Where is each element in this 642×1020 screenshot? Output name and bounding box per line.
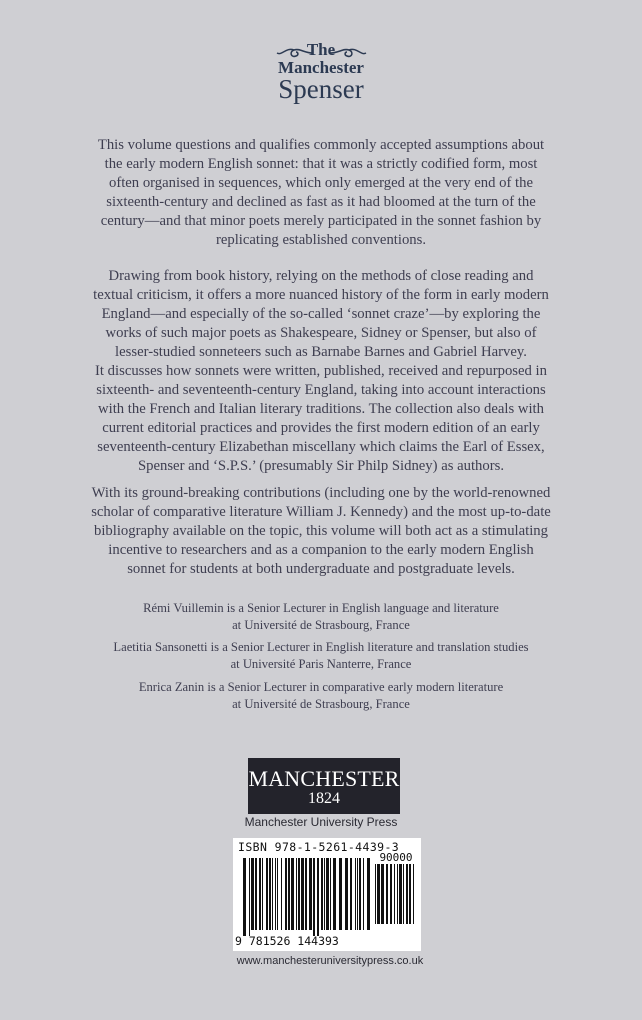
blurb-line: incentive to researchers and as a companion to the early modern English	[108, 542, 534, 558]
bio-line: at Université de Strasbourg, France	[232, 697, 410, 711]
blurb-line: bibliography available on the topic, this volume will both act as a stimulating	[93, 523, 548, 539]
blurb-line: works of such major poets as Shakespeare, Sidney or Spenser, but also of	[105, 325, 537, 341]
blurb-line: Drawing from book history, relying on the methods of close reading and	[108, 268, 534, 284]
blurb-paragraph-3	[80, 484, 562, 579]
blurb-line: seventeenth-century Elizabethan miscellany which claims the Earl of Essex,	[97, 439, 545, 455]
blurb-line: It discusses how sonnets were written, published, received and repurposed in	[95, 363, 547, 379]
barcode	[233, 838, 421, 951]
series-title-the: The	[306, 40, 336, 59]
publisher-logo-name: MANCHESTER	[248, 766, 400, 791]
blurb-line: often organised in sequences, which only emerged at the very end of the	[108, 175, 534, 191]
blurb-paragraph-1	[80, 136, 562, 250]
bio-line: Rémi Vuillemin is a Senior Lecturer in English language and literature	[143, 601, 499, 615]
editor-bio-vuillemin	[80, 600, 562, 634]
series-logo	[0, 36, 642, 108]
publisher-logo	[248, 758, 400, 814]
barcode-addon-bars-icon	[375, 864, 417, 930]
blurb-line: sixteenth-century and declined as fast as it had bloomed at the turn of the	[106, 194, 536, 210]
blurb-line: scholar of comparative literature William J. Kennedy) and the most up-to-date	[91, 504, 551, 520]
bio-line: Enrica Zanin is a Senior Lecturer in comparative early modern literature	[138, 680, 504, 694]
series-title-spenser: Spenser	[278, 74, 364, 104]
bio-line: Laetitia Sansonetti is a Senior Lecturer in English literature and translation studies	[113, 640, 529, 654]
blurb-paragraph-2	[80, 267, 562, 476]
publisher-logo-year: 1824	[308, 790, 340, 807]
blurb-line: lesser-studied sonneteers such as Barnabe Barnes and Gabriel Harvey.	[115, 344, 527, 360]
blurb-line: textual criticism, it offers a more nuanced history of the form in early modern	[93, 287, 549, 303]
publisher-name: Manchester University Press	[244, 815, 398, 829]
editor-bio-sansonetti	[80, 639, 562, 673]
ean-digits: 9 781526 144393	[235, 934, 339, 948]
blurb-line: current editorial practices and provides the first modern edition of an early	[102, 420, 540, 436]
blurb-line: with the French and Italian literary traditions. The collection also deals with	[98, 401, 544, 417]
blurb-line: century—and that minor poets merely participated in the sonnet fashion by	[100, 213, 542, 229]
blurb-line: the early modern English sonnet: that it was a strictly codified form, most	[104, 156, 538, 172]
publisher-website: www.manchesteruniversitypress.co.uk	[236, 955, 424, 967]
barcode-bars-icon	[243, 858, 371, 936]
blurb-line: With its ground-breaking contributions (including one by the world-renowned	[91, 485, 551, 501]
blurb-line: This volume questions and qualifies commonly accepted assumptions about	[97, 137, 545, 153]
blurb-line: replicating established conventions.	[215, 232, 427, 248]
isbn-text: ISBN 978-1-5261-4439-3	[238, 840, 400, 854]
price-addon-digits: 90000	[379, 851, 413, 864]
series-title-manchester: Manchester	[278, 58, 364, 77]
blurb-line: Spenser and ‘S.P.S.’ (presumably Sir Philp Sidney) as authors.	[137, 458, 505, 474]
blurb-line: sixteenth- and seventeenth-century England, taking into account interactions	[96, 382, 546, 398]
blurb-line: England—and especially of the so-called ‘sonnet craze’—by exploring the	[101, 306, 541, 322]
bio-line: at Université Paris Nanterre, France	[230, 657, 412, 671]
blurb-line: sonnet for students at both undergraduate and postgraduate levels.	[127, 561, 515, 577]
editor-bio-zanin	[80, 679, 562, 713]
bio-line: at Université de Strasbourg, France	[232, 618, 410, 632]
